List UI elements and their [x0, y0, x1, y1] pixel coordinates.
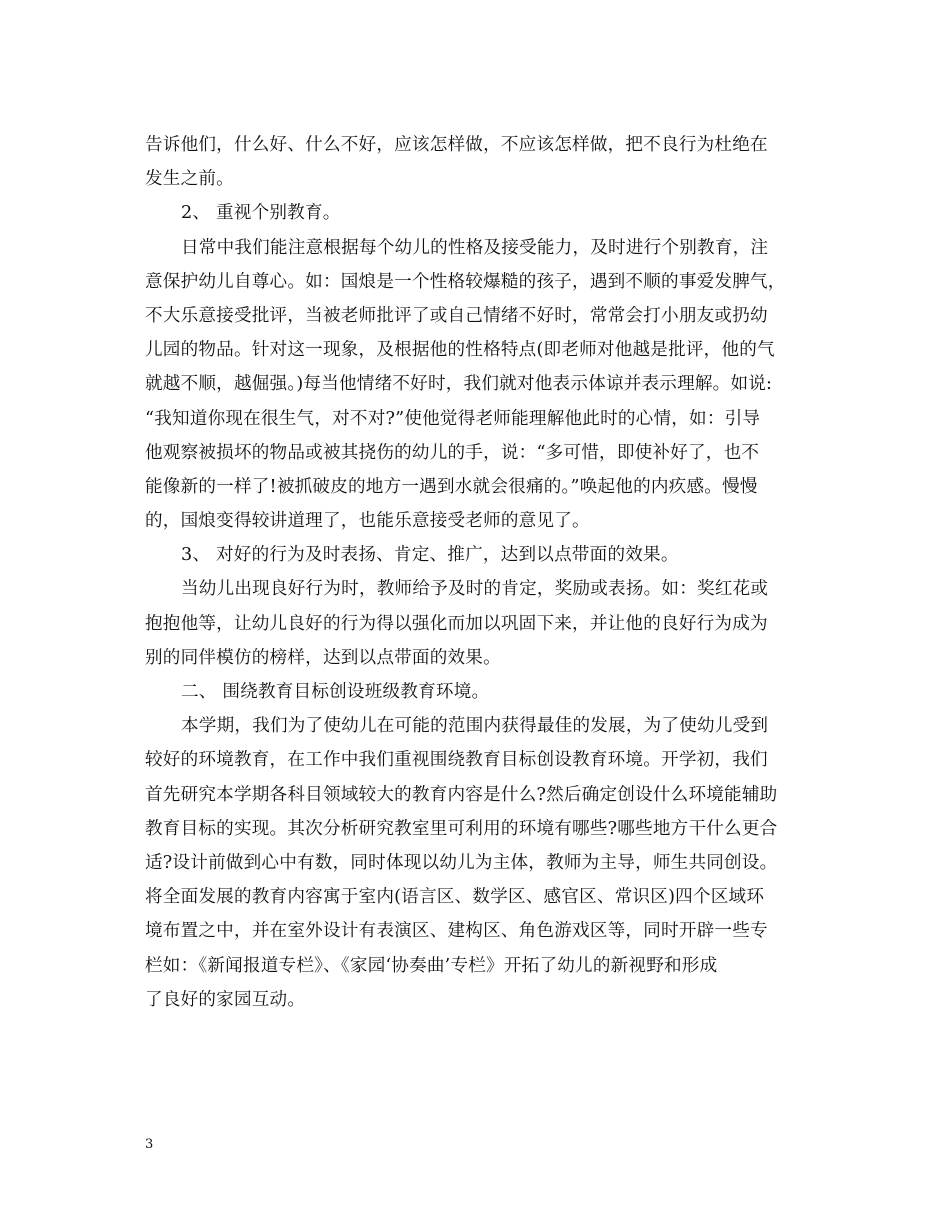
text-line: 2、 重视个别教育。 — [181, 203, 341, 224]
text-line: 当幼儿出现良好行为时，教师给予及时的肯定，奖励或表扬。如：奖红花或 — [181, 579, 769, 600]
text-line: 的，国烺变得较讲道理了，也能乐意接受老师的意见了。 — [145, 511, 590, 532]
text-line: 首先研究本学期各科目领域较大的教育内容是什么?然后确定创设什么环境能辅助 — [145, 784, 778, 805]
text-line: 就越不顺，越倔强。)每当他情绪不好时，我们就对他表示体谅并表示理解。如说: — [145, 374, 773, 395]
text-line: 栏如：《新闻报道专栏》、《家园‘协奏曲’专栏》开拓了幼儿的新视野和形成 — [145, 955, 718, 976]
text-line: “我知道你现在很生气，对不对?”使他觉得老师能理解他此时的心情，如：引导 — [145, 408, 761, 429]
text-line: 告诉他们，什么好、什么不好，应该怎样做，不应该怎样做，把不良行为杜绝在 — [145, 135, 768, 155]
text-line: 日常中我们能注意根据每个幼儿的性格及接受能力，及时进行个别教育，注 — [181, 237, 769, 258]
text-line: 发生之前。 — [145, 169, 234, 190]
text-line: 抱抱他等，让幼儿良好的行为得以强化而加以巩固下来，并让他的良好行为成为 — [145, 613, 768, 634]
text-line: 不大乐意接受批评，当被老师批评了或自己情绪不好时，常常会打小朋友或扔幼 — [145, 305, 768, 326]
text-line: 二、 围绕教育目标创设班级教育环境。 — [181, 682, 490, 702]
text-line: 3、 对好的行为及时表扬、肯定、推广，达到以点带面的效果。 — [181, 545, 679, 566]
text-line: 别的同伴模仿的榜样，达到以点带面的效果。 — [145, 647, 501, 668]
document-body — [145, 128, 815, 1017]
text-line: 他观察被损坏的物品或被其挠伤的幼儿的手，说：“多可惜，即使补好了，也不 — [145, 442, 760, 463]
text-line: 意保护幼儿自尊心。如：国烺是一个性格较爆糙的孩子，遇到不顺的事爱发脾气， — [145, 271, 786, 292]
text-line: 适?设计前做到心中有数，同时体现以幼儿为主体，教师为主导，师生共同创设。 — [145, 852, 778, 873]
text-line: 了良好的家园互动。 — [145, 989, 306, 1010]
text-line: 较好的环境教育，在工作中我们重视围绕教育目标创设教育环境。开学初，我们 — [145, 750, 768, 771]
text-line: 能像新的一样了!被抓破皮的地方一遇到水就会很痛的。”唤起他的内疚感。慢慢 — [145, 476, 758, 497]
text-line: 儿园的物品。针对这一现象，及根据他的性格特点(即老师对他越是批评，他的气 — [145, 340, 775, 361]
page-number: 3 — [145, 1137, 154, 1152]
text-line: 境布置之中，并在室外设计有表演区、建构区、角色游戏区等，同时开辟一些专 — [145, 921, 768, 942]
text-line: 本学期，我们为了使幼儿在可能的范围内获得最佳的发展，为了使幼儿受到 — [181, 716, 769, 737]
text-line: 教育目标的实现。其次分析研究教室里可利用的环境有哪些?哪些地方干什么更合 — [145, 818, 778, 839]
text-line: 将全面发展的教育内容寓于室内(语言区、数学区、感官区、常识区)四个区域环 — [145, 887, 765, 908]
